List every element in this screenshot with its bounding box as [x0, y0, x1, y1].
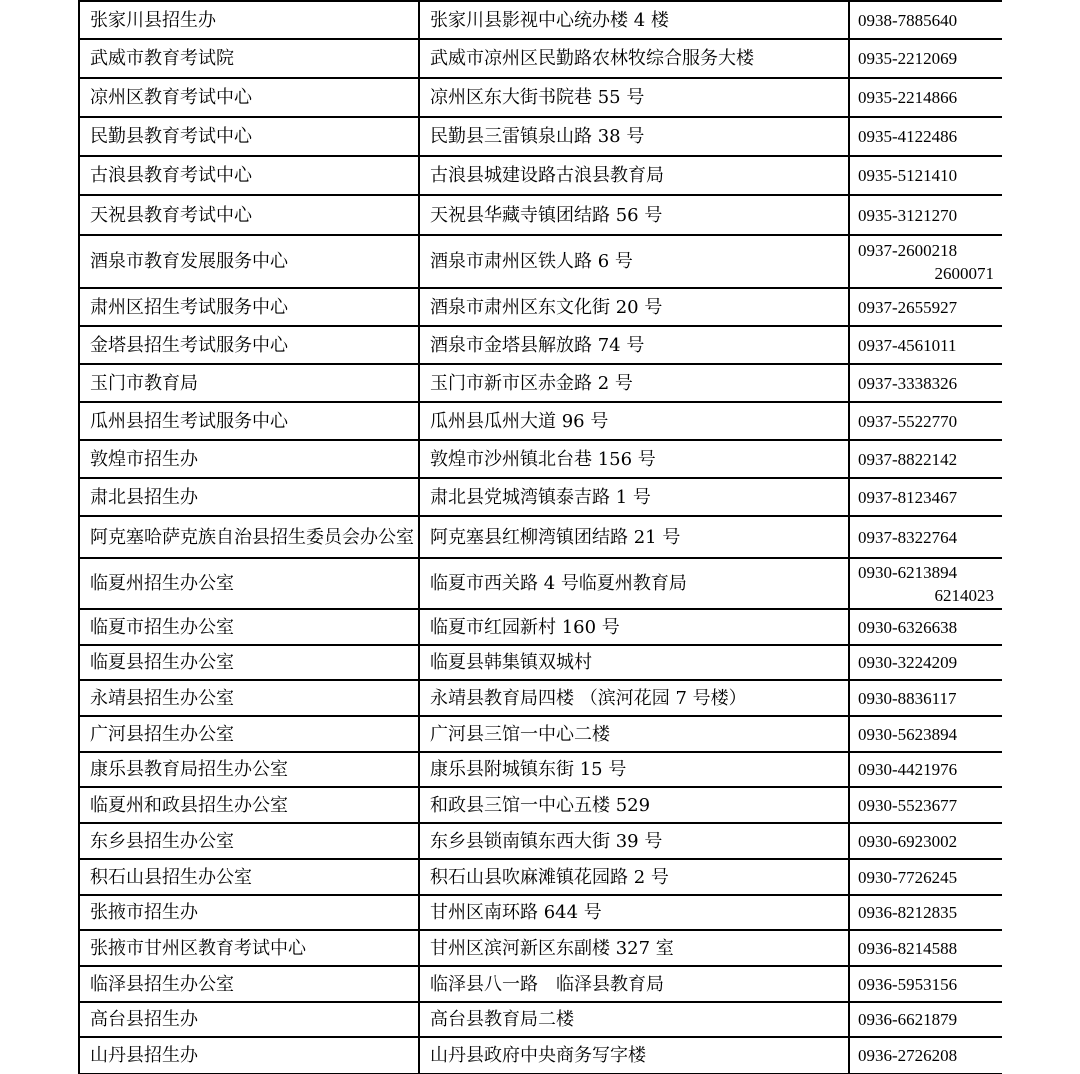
organization-cell: 肃北县招生办 [79, 478, 419, 516]
phone-number: 0930-6923002 [858, 831, 958, 851]
phone-number: 0930-7726245 [858, 867, 958, 887]
organization-cell: 张掖市招生办 [79, 895, 419, 930]
organization-cell: 古浪县教育考试中心 [79, 156, 419, 195]
phone-number: 0936-8212835 [858, 903, 958, 922]
organization-cell: 山丹县招生办 [79, 1037, 419, 1074]
phone-cell [849, 895, 1002, 930]
phone-number: 0936-2726208 [858, 1046, 958, 1065]
organization-cell: 民勤县教育考试中心 [79, 117, 419, 156]
phone-number-secondary: 2600071 [934, 263, 994, 283]
address-cell: 高台县教育局二楼 [419, 1002, 849, 1037]
address-cell: 山丹县政府中央商务写字楼 [419, 1037, 849, 1074]
table-row [79, 117, 1002, 156]
table-row [79, 1037, 1002, 1074]
table-row [79, 558, 1002, 609]
contact-table [78, 0, 1002, 1074]
phone-number: 0930-5623894 [858, 724, 958, 744]
table-row [79, 364, 1002, 402]
phone-number: 0937-8822142 [858, 449, 958, 469]
phone-cell [849, 117, 1002, 156]
phone-cell [849, 930, 1002, 966]
phone-number: 0937-8123467 [858, 487, 958, 507]
table-row [79, 752, 1002, 787]
table-row [79, 859, 1002, 895]
organization-cell: 肃州区招生考试服务中心 [79, 288, 419, 326]
phone-cell [849, 609, 1002, 645]
phone-number: 0937-5522770 [858, 411, 958, 431]
phone-number: 0935-3121270 [858, 205, 958, 225]
phone-cell [849, 680, 1002, 716]
phone-number: 0930-6213894 [858, 562, 958, 582]
phone-cell [849, 787, 1002, 823]
phone-cell [849, 402, 1002, 440]
organization-cell: 临泽县招生办公室 [79, 966, 419, 1002]
organization-cell: 永靖县招生办公室 [79, 680, 419, 716]
phone-number: 0936-8214588 [858, 938, 958, 958]
address-cell: 敦煌市沙州镇北台巷 156 号 [419, 440, 849, 478]
table-row [79, 823, 1002, 859]
phone-number: 0937-4561011 [858, 335, 957, 355]
address-cell: 临夏市西关路 4 号临夏州教育局 [419, 558, 849, 609]
phone-cell [849, 859, 1002, 895]
table-row [79, 895, 1002, 930]
organization-cell: 高台县招生办 [79, 1002, 419, 1037]
phone-number: 0937-2600218 [858, 240, 958, 260]
phone-cell [849, 1002, 1002, 1037]
address-cell: 临夏市红园新村 160 号 [419, 609, 849, 645]
phone-number: 0936-5953156 [858, 974, 958, 994]
address-cell: 东乡县锁南镇东西大街 39 号 [419, 823, 849, 859]
phone-number: 0935-5121410 [858, 166, 958, 185]
table-row [79, 930, 1002, 966]
phone-cell [849, 478, 1002, 516]
phone-number: 0935-2214866 [858, 88, 958, 107]
table-row [79, 288, 1002, 326]
phone-number: 0935-4122486 [858, 127, 958, 146]
phone-number: 0937-8322764 [858, 527, 958, 547]
table-row [79, 440, 1002, 478]
phone-cell [849, 516, 1002, 558]
phone-cell [849, 966, 1002, 1002]
phone-cell [849, 364, 1002, 402]
organization-cell: 凉州区教育考试中心 [79, 78, 419, 117]
address-cell: 张家川县影视中心统办楼 4 楼 [419, 1, 849, 39]
address-cell: 天祝县华藏寺镇团结路 56 号 [419, 195, 849, 235]
table-row [79, 326, 1002, 364]
table-row [79, 966, 1002, 1002]
address-cell: 广河县三馆一中心二楼 [419, 716, 849, 752]
table-row [79, 235, 1002, 288]
phone-number: 0937-2655927 [858, 297, 958, 317]
address-cell: 肃北县党城湾镇泰吉路 1 号 [419, 478, 849, 516]
organization-cell: 张家川县招生办 [79, 1, 419, 39]
organization-cell: 武威市教育考试院 [79, 39, 419, 78]
organization-cell: 东乡县招生办公室 [79, 823, 419, 859]
organization-cell: 金塔县招生考试服务中心 [79, 326, 419, 364]
table-row [79, 156, 1002, 195]
table-row [79, 645, 1002, 680]
phone-cell [849, 716, 1002, 752]
address-cell: 康乐县附城镇东街 15 号 [419, 752, 849, 787]
table-row [79, 1002, 1002, 1037]
address-cell: 武威市凉州区民勤路农林牧综合服务大楼 [419, 39, 849, 78]
address-cell: 酒泉市肃州区东文化街 20 号 [419, 288, 849, 326]
phone-cell [849, 78, 1002, 117]
phone-number: 0930-3224209 [858, 653, 958, 672]
phone-number: 0935-2212069 [858, 49, 958, 68]
phone-number: 0936-6621879 [858, 1010, 958, 1029]
table-row [79, 402, 1002, 440]
phone-cell [849, 558, 1002, 609]
address-cell: 玉门市新市区赤金路 2 号 [419, 364, 849, 402]
address-cell: 民勤县三雷镇泉山路 38 号 [419, 117, 849, 156]
organization-cell: 临夏州招生办公室 [79, 558, 419, 609]
organization-cell: 张掖市甘州区教育考试中心 [79, 930, 419, 966]
table-row [79, 787, 1002, 823]
phone-number: 0930-8836117 [858, 688, 957, 708]
phone-cell [849, 823, 1002, 859]
table-row [79, 195, 1002, 235]
phone-number-secondary: 6214023 [934, 585, 994, 605]
contact-table-body [79, 1, 1002, 1074]
phone-cell [849, 1, 1002, 39]
phone-cell [849, 39, 1002, 78]
address-cell: 临泽县八一路 临泽县教育局 [419, 966, 849, 1002]
table-row [79, 716, 1002, 752]
organization-cell: 积石山县招生办公室 [79, 859, 419, 895]
organization-cell: 酒泉市教育发展服务中心 [79, 235, 419, 288]
phone-cell [849, 235, 1002, 288]
phone-number: 0930-4421976 [858, 760, 958, 779]
table-row [79, 516, 1002, 558]
phone-cell [849, 195, 1002, 235]
organization-cell: 临夏市招生办公室 [79, 609, 419, 645]
organization-cell: 阿克塞哈萨克族自治县招生委员会办公室 [79, 516, 419, 558]
table-row [79, 478, 1002, 516]
address-cell: 瓜州县瓜州大道 96 号 [419, 402, 849, 440]
table-row [79, 609, 1002, 645]
address-cell: 酒泉市金塔县解放路 74 号 [419, 326, 849, 364]
organization-cell: 临夏州和政县招生办公室 [79, 787, 419, 823]
phone-cell [849, 645, 1002, 680]
organization-cell: 广河县招生办公室 [79, 716, 419, 752]
organization-cell: 康乐县教育局招生办公室 [79, 752, 419, 787]
table-row [79, 680, 1002, 716]
phone-cell [849, 752, 1002, 787]
phone-number: 0930-5523677 [858, 795, 958, 815]
address-cell: 古浪县城建设路古浪县教育局 [419, 156, 849, 195]
organization-cell: 瓜州县招生考试服务中心 [79, 402, 419, 440]
phone-cell [849, 326, 1002, 364]
phone-cell [849, 288, 1002, 326]
address-cell: 积石山县吹麻滩镇花园路 2 号 [419, 859, 849, 895]
organization-cell: 临夏县招生办公室 [79, 645, 419, 680]
phone-number: 0937-3338326 [858, 373, 958, 393]
phone-cell [849, 1037, 1002, 1074]
phone-cell [849, 156, 1002, 195]
table-row [79, 78, 1002, 117]
address-cell: 永靖县教育局四楼 （滨河花园 7 号楼） [419, 680, 849, 716]
address-cell: 甘州区滨河新区东副楼 327 室 [419, 930, 849, 966]
address-cell: 和政县三馆一中心五楼 529 [419, 787, 849, 823]
phone-cell [849, 440, 1002, 478]
address-cell: 临夏县韩集镇双城村 [419, 645, 849, 680]
address-cell: 凉州区东大街书院巷 55 号 [419, 78, 849, 117]
address-cell: 酒泉市肃州区铁人路 6 号 [419, 235, 849, 288]
address-cell: 甘州区南环路 644 号 [419, 895, 849, 930]
organization-cell: 敦煌市招生办 [79, 440, 419, 478]
organization-cell: 天祝县教育考试中心 [79, 195, 419, 235]
table-row [79, 39, 1002, 78]
table-row [79, 1, 1002, 39]
contact-table-wrapper [78, 0, 1002, 1074]
organization-cell: 玉门市教育局 [79, 364, 419, 402]
phone-number: 0938-7885640 [858, 10, 958, 30]
phone-number: 0930-6326638 [858, 617, 958, 637]
address-cell: 阿克塞县红柳湾镇团结路 21 号 [419, 516, 849, 558]
